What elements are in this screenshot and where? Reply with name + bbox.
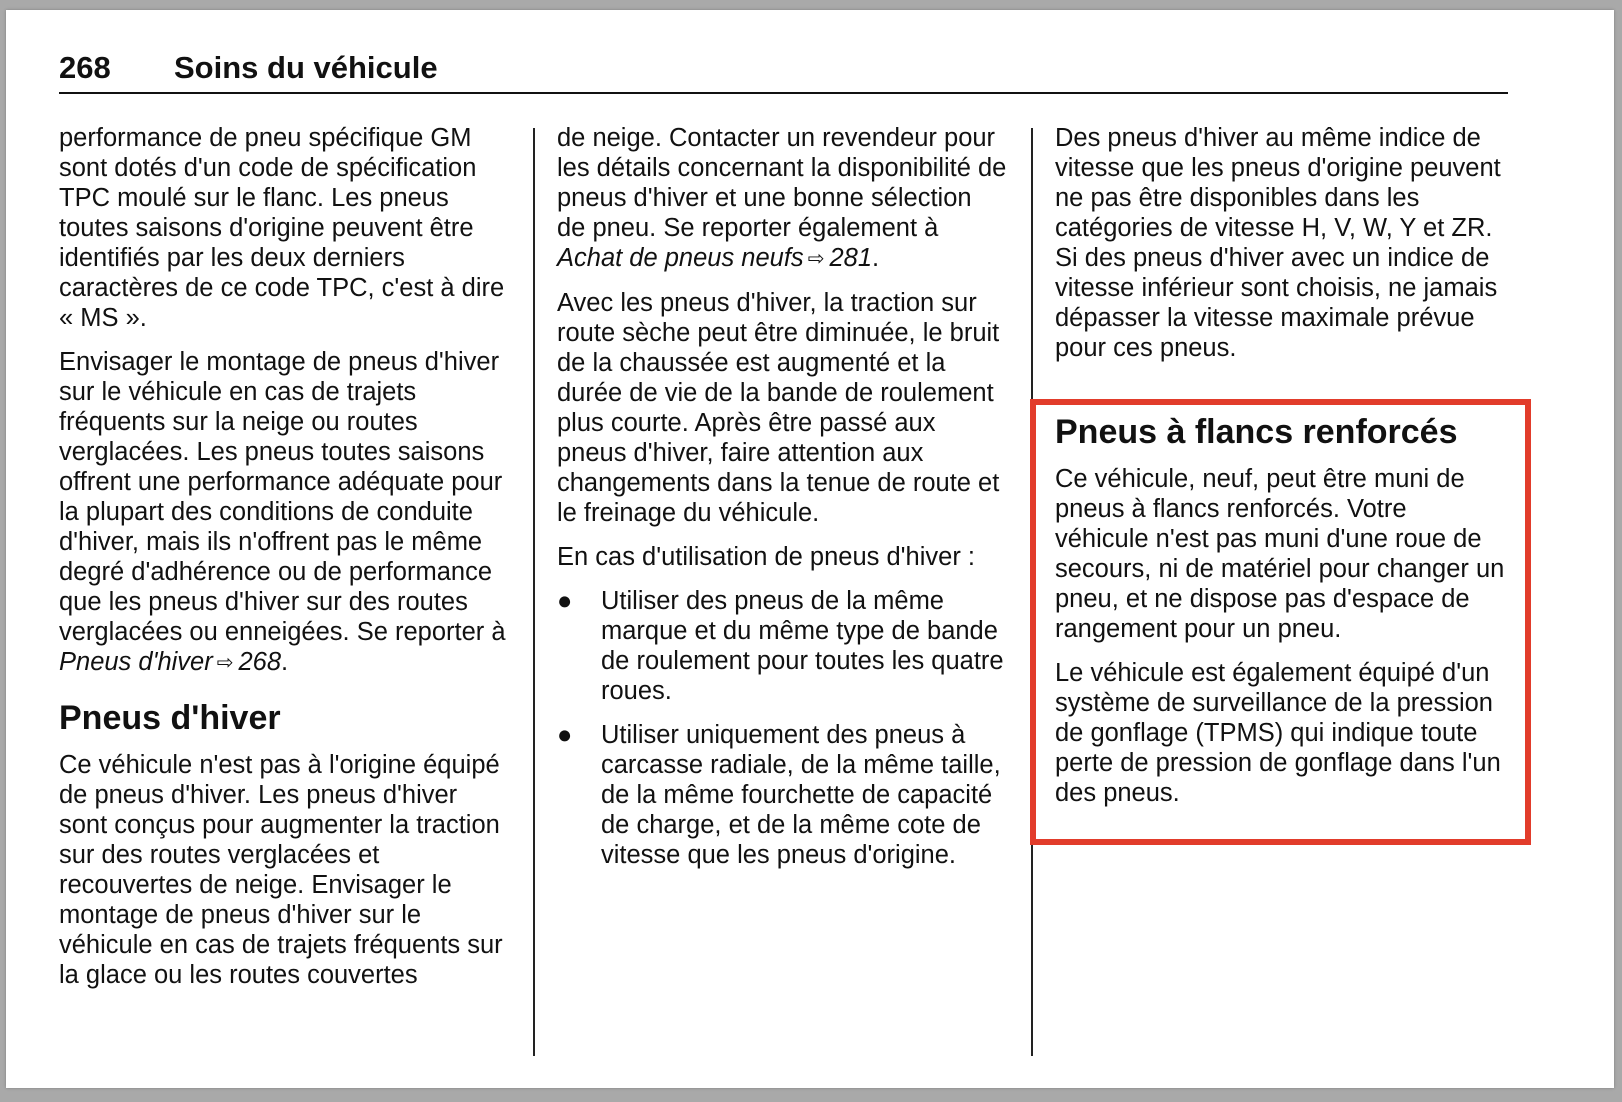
paragraph: Ce véhicule n'est pas à l'origine équipé de pneus d'hiver. Les pneus d'hiver sont conçus pour augmenter la traction sur des routes verglacées et recouvertes de neige. Envisager le montage de pneus d'hiver sur le véhicule en cas de trajets fréquents sur la glace ou les routes couvertes: [59, 751, 503, 989]
cross-reference-link[interactable]: [59, 648, 281, 676]
column-2: [557, 123, 1007, 884]
page-number: 268: [59, 50, 111, 85]
paragraph-text: de neige. Contacter un revendeur pour les détails concernant la disponibilité de pneus d'hiver et une bonne sélection de pneu. Se reporter également à: [557, 124, 1007, 242]
column-3: [1055, 123, 1505, 377]
paragraph: Le véhicule est également équipé d'un système de surveillance de la pression de gonflage (TPMS) qui indique toute perte de pression de gonflage dans l'un des pneus.: [1055, 659, 1501, 807]
reference-page: 268: [238, 648, 282, 676]
reference-arrow-icon: ⇨: [807, 248, 825, 270]
bullet-icon: ●: [557, 587, 573, 615]
paragraph: performance de pneu spécifique GM sont dotés d'un code de spécification TPC moulé sur le flanc. Les pneus toutes saisons d'origine peuvent être identifiés par les deux derniers caractères de ce code TPC, c'est à dire « MS ».: [59, 124, 505, 332]
reference-arrow-icon: ⇨: [216, 652, 234, 674]
column-1: [59, 123, 509, 1004]
manual-page: [6, 10, 1614, 1088]
paragraph: En cas d'utilisation de pneus d'hiver :: [557, 543, 975, 571]
paragraph-text: Envisager le montage de pneus d'hiver sur le véhicule en cas de trajets fréquents sur la neige ou routes verglacées. Les pneus toutes saisons offrent une performance adéquate pour la plupart des conditions de conduite d'hiver, mais ils n'offrent pas le même degré d'adhérence ou de performance que les pneus d'hiver sur des routes verglacées ou enneigées. Se reporter à: [59, 348, 506, 646]
heading-run-flat-tires: Pneus à flancs renforcés: [1055, 413, 1458, 451]
list-item: [557, 720, 1007, 870]
bullet-list: [557, 586, 1007, 870]
page-header: [59, 40, 1508, 94]
cross-reference-link[interactable]: [557, 244, 872, 272]
list-item-text: Utiliser uniquement des pneus à carcasse radiale, de la même taille, de la même fourchette de capacité de charge, et de la même cote de vitesse que les pneus d'origine.: [601, 721, 1001, 869]
reference-title: Achat de pneus neufs: [557, 244, 804, 272]
run-flat-tires-section: [1055, 412, 1505, 822]
section-title: Soins du véhicule: [174, 50, 438, 85]
column-divider: [533, 128, 535, 1056]
paragraph: de neige. Contacter un revendeur pour les détails concernant la disponibilité de pneus d'hiver et une bonne sélection de pneu. Se reporter également à Achat de pneus neufs ⇨ 281.: [557, 124, 1007, 272]
paragraph: Ce véhicule, neuf, peut être muni de pneus à flancs renforcés. Votre véhicule n'est pas muni d'une roue de secours, ni de matériel pour changer un pneu, et ne dispose pas d'espace de rangement pour un pneu.: [1055, 465, 1505, 643]
list-item: [557, 586, 1007, 706]
paragraph: Avec les pneus d'hiver, la traction sur route sèche peut être diminuée, le bruit de la chaussée est augmenté et la durée de vie de la bande de roulement plus courte. Après être passé aux pneus d'hiver, faire attention aux changements dans la tenue de route et le freinage du véhicule.: [557, 289, 1000, 527]
bullet-icon: ●: [557, 721, 573, 749]
reference-title: Pneus d'hiver: [59, 648, 213, 676]
paragraph: Envisager le montage de pneus d'hiver sur le véhicule en cas de trajets fréquents sur la neige ou routes verglacées. Les pneus toutes saisons offrent une performance adéquate pour la plupart des conditions de conduite d'hiver, mais ils n'offrent pas le même degré d'adhérence ou de performance que les pneus d'hiver sur des routes verglacées ou enneigées. Se reporter à Pneus d'hiver ⇨ 268.: [59, 348, 506, 676]
heading-winter-tires: Pneus d'hiver: [59, 699, 281, 737]
reference-page: 281: [829, 244, 872, 272]
list-item-text: Utiliser des pneus de la même marque et du même type de bande de roulement pour toutes les quatre roues.: [601, 587, 1004, 705]
paragraph: Des pneus d'hiver au même indice de vitesse que les pneus d'origine peuvent ne pas être disponibles dans les catégories de vitesse H, V, W, Y et ZR. Si des pneus d'hiver avec un indice de vitesse inférieur sont choisis, ne jamais dépasser la vitesse maximale prévue pour ces pneus.: [1055, 124, 1501, 362]
